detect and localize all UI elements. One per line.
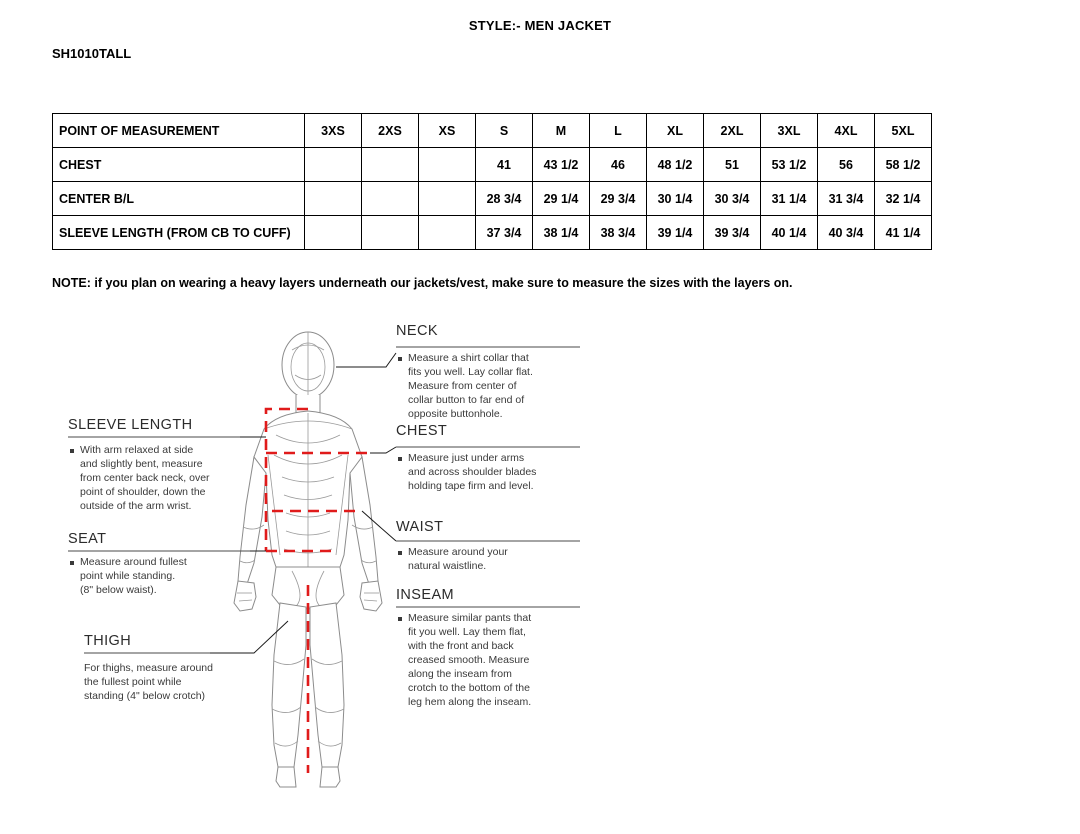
callout-thigh-line-0: For thighs, measure around bbox=[84, 662, 213, 674]
callout-neck-line-2: Measure from center of bbox=[408, 380, 517, 392]
callout-sleeve-line-1: and slightly bent, measure bbox=[80, 458, 203, 470]
row-label-center-bl: CENTER B/L bbox=[53, 182, 305, 216]
callout-chest-line-2: holding tape firm and level. bbox=[408, 480, 534, 492]
cell: 28 3/4 bbox=[476, 182, 533, 216]
table-row bbox=[53, 148, 932, 182]
table-row bbox=[53, 216, 932, 250]
style-number: SH1010TALL bbox=[52, 46, 132, 61]
cell bbox=[305, 148, 362, 182]
column-header-2xs: 2XS bbox=[362, 114, 419, 148]
table-header-row bbox=[53, 114, 932, 148]
callout-thigh-title: THIGH bbox=[84, 633, 132, 649]
size-measurement-table bbox=[52, 113, 932, 250]
callout-inseam-line-6: leg hem along the inseam. bbox=[408, 696, 532, 708]
callout-sleeve-length bbox=[68, 417, 266, 512]
column-header-pom: POINT OF MEASUREMENT bbox=[53, 114, 305, 148]
callout-sleeve-line-0: With arm relaxed at side bbox=[80, 444, 194, 456]
cell: 32 1/4 bbox=[875, 182, 932, 216]
callout-seat-line-1: point while standing. bbox=[80, 570, 176, 582]
cell bbox=[419, 148, 476, 182]
callout-neck bbox=[336, 323, 580, 420]
callout-inseam-line-4: along the inseam from bbox=[408, 668, 512, 680]
column-header-3xl: 3XL bbox=[761, 114, 818, 148]
callout-seat-title: SEAT bbox=[68, 531, 107, 547]
cell: 31 1/4 bbox=[761, 182, 818, 216]
callout-thigh bbox=[84, 621, 288, 702]
callout-neck-line-3: collar button to far end of bbox=[408, 394, 525, 406]
cell: 51 bbox=[704, 148, 761, 182]
callout-thigh-line-1: the fullest point while bbox=[84, 676, 182, 688]
callout-inseam-title: INSEAM bbox=[396, 587, 454, 603]
callout-inseam-line-1: fit you well. Lay them flat, bbox=[408, 626, 526, 638]
cell: 41 1/4 bbox=[875, 216, 932, 250]
cell: 48 1/2 bbox=[647, 148, 704, 182]
cell: 29 3/4 bbox=[590, 182, 647, 216]
callout-waist bbox=[362, 511, 580, 572]
callout-waist-line-0: Measure around your bbox=[408, 546, 508, 558]
cell: 37 3/4 bbox=[476, 216, 533, 250]
callout-inseam-line-5: crotch to the bottom of the bbox=[408, 682, 530, 694]
callout-inseam-line-3: creased smooth. Measure bbox=[408, 654, 530, 666]
cell bbox=[362, 216, 419, 250]
table-row bbox=[53, 182, 932, 216]
callout-inseam-line-0: Measure similar pants that bbox=[408, 612, 532, 624]
cell: 29 1/4 bbox=[533, 182, 590, 216]
callout-chest-line-1: and across shoulder blades bbox=[408, 466, 537, 478]
callout-seat-line-0: Measure around fullest bbox=[80, 556, 187, 568]
cell: 56 bbox=[818, 148, 875, 182]
callout-sleeve-title: SLEEVE LENGTH bbox=[68, 417, 193, 433]
callout-neck-line-0: Measure a shirt collar that bbox=[408, 352, 529, 364]
measurement-note: NOTE: if you plan on wearing a heavy layers underneath our jackets/vest, make sure to measure the sizes with the layers on. bbox=[52, 276, 793, 290]
cell: 39 1/4 bbox=[647, 216, 704, 250]
column-header-3xs: 3XS bbox=[305, 114, 362, 148]
cell: 53 1/2 bbox=[761, 148, 818, 182]
column-header-4xl: 4XL bbox=[818, 114, 875, 148]
cell: 46 bbox=[590, 148, 647, 182]
callout-sleeve-line-2: from center back neck, over bbox=[80, 472, 210, 484]
callout-waist-line-1: natural waistline. bbox=[408, 560, 487, 572]
callout-chest-title: CHEST bbox=[396, 423, 448, 439]
measurement-diagram bbox=[40, 305, 600, 810]
callout-inseam-line-2: with the front and back bbox=[408, 640, 514, 652]
row-label-sleeve-length: SLEEVE LENGTH (FROM CB TO CUFF) bbox=[53, 216, 305, 250]
callout-sleeve-line-3: point of shoulder, down the bbox=[80, 486, 206, 498]
cell: 43 1/2 bbox=[533, 148, 590, 182]
page-title: STYLE:- MEN JACKET bbox=[468, 18, 612, 33]
column-header-xl: XL bbox=[647, 114, 704, 148]
callout-seat-line-2: (8" below waist). bbox=[80, 584, 157, 596]
cell: 40 3/4 bbox=[818, 216, 875, 250]
cell: 40 1/4 bbox=[761, 216, 818, 250]
cell: 31 3/4 bbox=[818, 182, 875, 216]
callout-chest-line-0: Measure just under arms bbox=[408, 452, 525, 464]
callout-sleeve-line-4: outside of the arm wrist. bbox=[80, 500, 192, 512]
cell bbox=[419, 182, 476, 216]
column-header-m: M bbox=[533, 114, 590, 148]
cell: 30 1/4 bbox=[647, 182, 704, 216]
cell: 38 1/4 bbox=[533, 216, 590, 250]
cell: 30 3/4 bbox=[704, 182, 761, 216]
callout-neck-line-1: fits you well. Lay collar flat. bbox=[408, 366, 533, 378]
column-header-xs: XS bbox=[419, 114, 476, 148]
column-header-5xl: 5XL bbox=[875, 114, 932, 148]
cell: 39 3/4 bbox=[704, 216, 761, 250]
callout-inseam bbox=[396, 587, 580, 708]
row-label-chest: CHEST bbox=[53, 148, 305, 182]
callout-waist-title: WAIST bbox=[396, 519, 444, 535]
callout-neck-line-4: opposite buttonhole. bbox=[408, 408, 503, 420]
cell bbox=[362, 182, 419, 216]
column-header-2xl: 2XL bbox=[704, 114, 761, 148]
cell: 38 3/4 bbox=[590, 216, 647, 250]
callout-thigh-line-2: standing (4" below crotch) bbox=[84, 690, 206, 702]
column-header-l: L bbox=[590, 114, 647, 148]
callout-chest bbox=[370, 423, 580, 492]
cell bbox=[305, 182, 362, 216]
callout-neck-title: NECK bbox=[396, 323, 438, 339]
cell: 41 bbox=[476, 148, 533, 182]
column-header-s: S bbox=[476, 114, 533, 148]
cell bbox=[419, 216, 476, 250]
cell bbox=[305, 216, 362, 250]
cell bbox=[362, 148, 419, 182]
cell: 58 1/2 bbox=[875, 148, 932, 182]
callout-seat bbox=[68, 531, 266, 596]
